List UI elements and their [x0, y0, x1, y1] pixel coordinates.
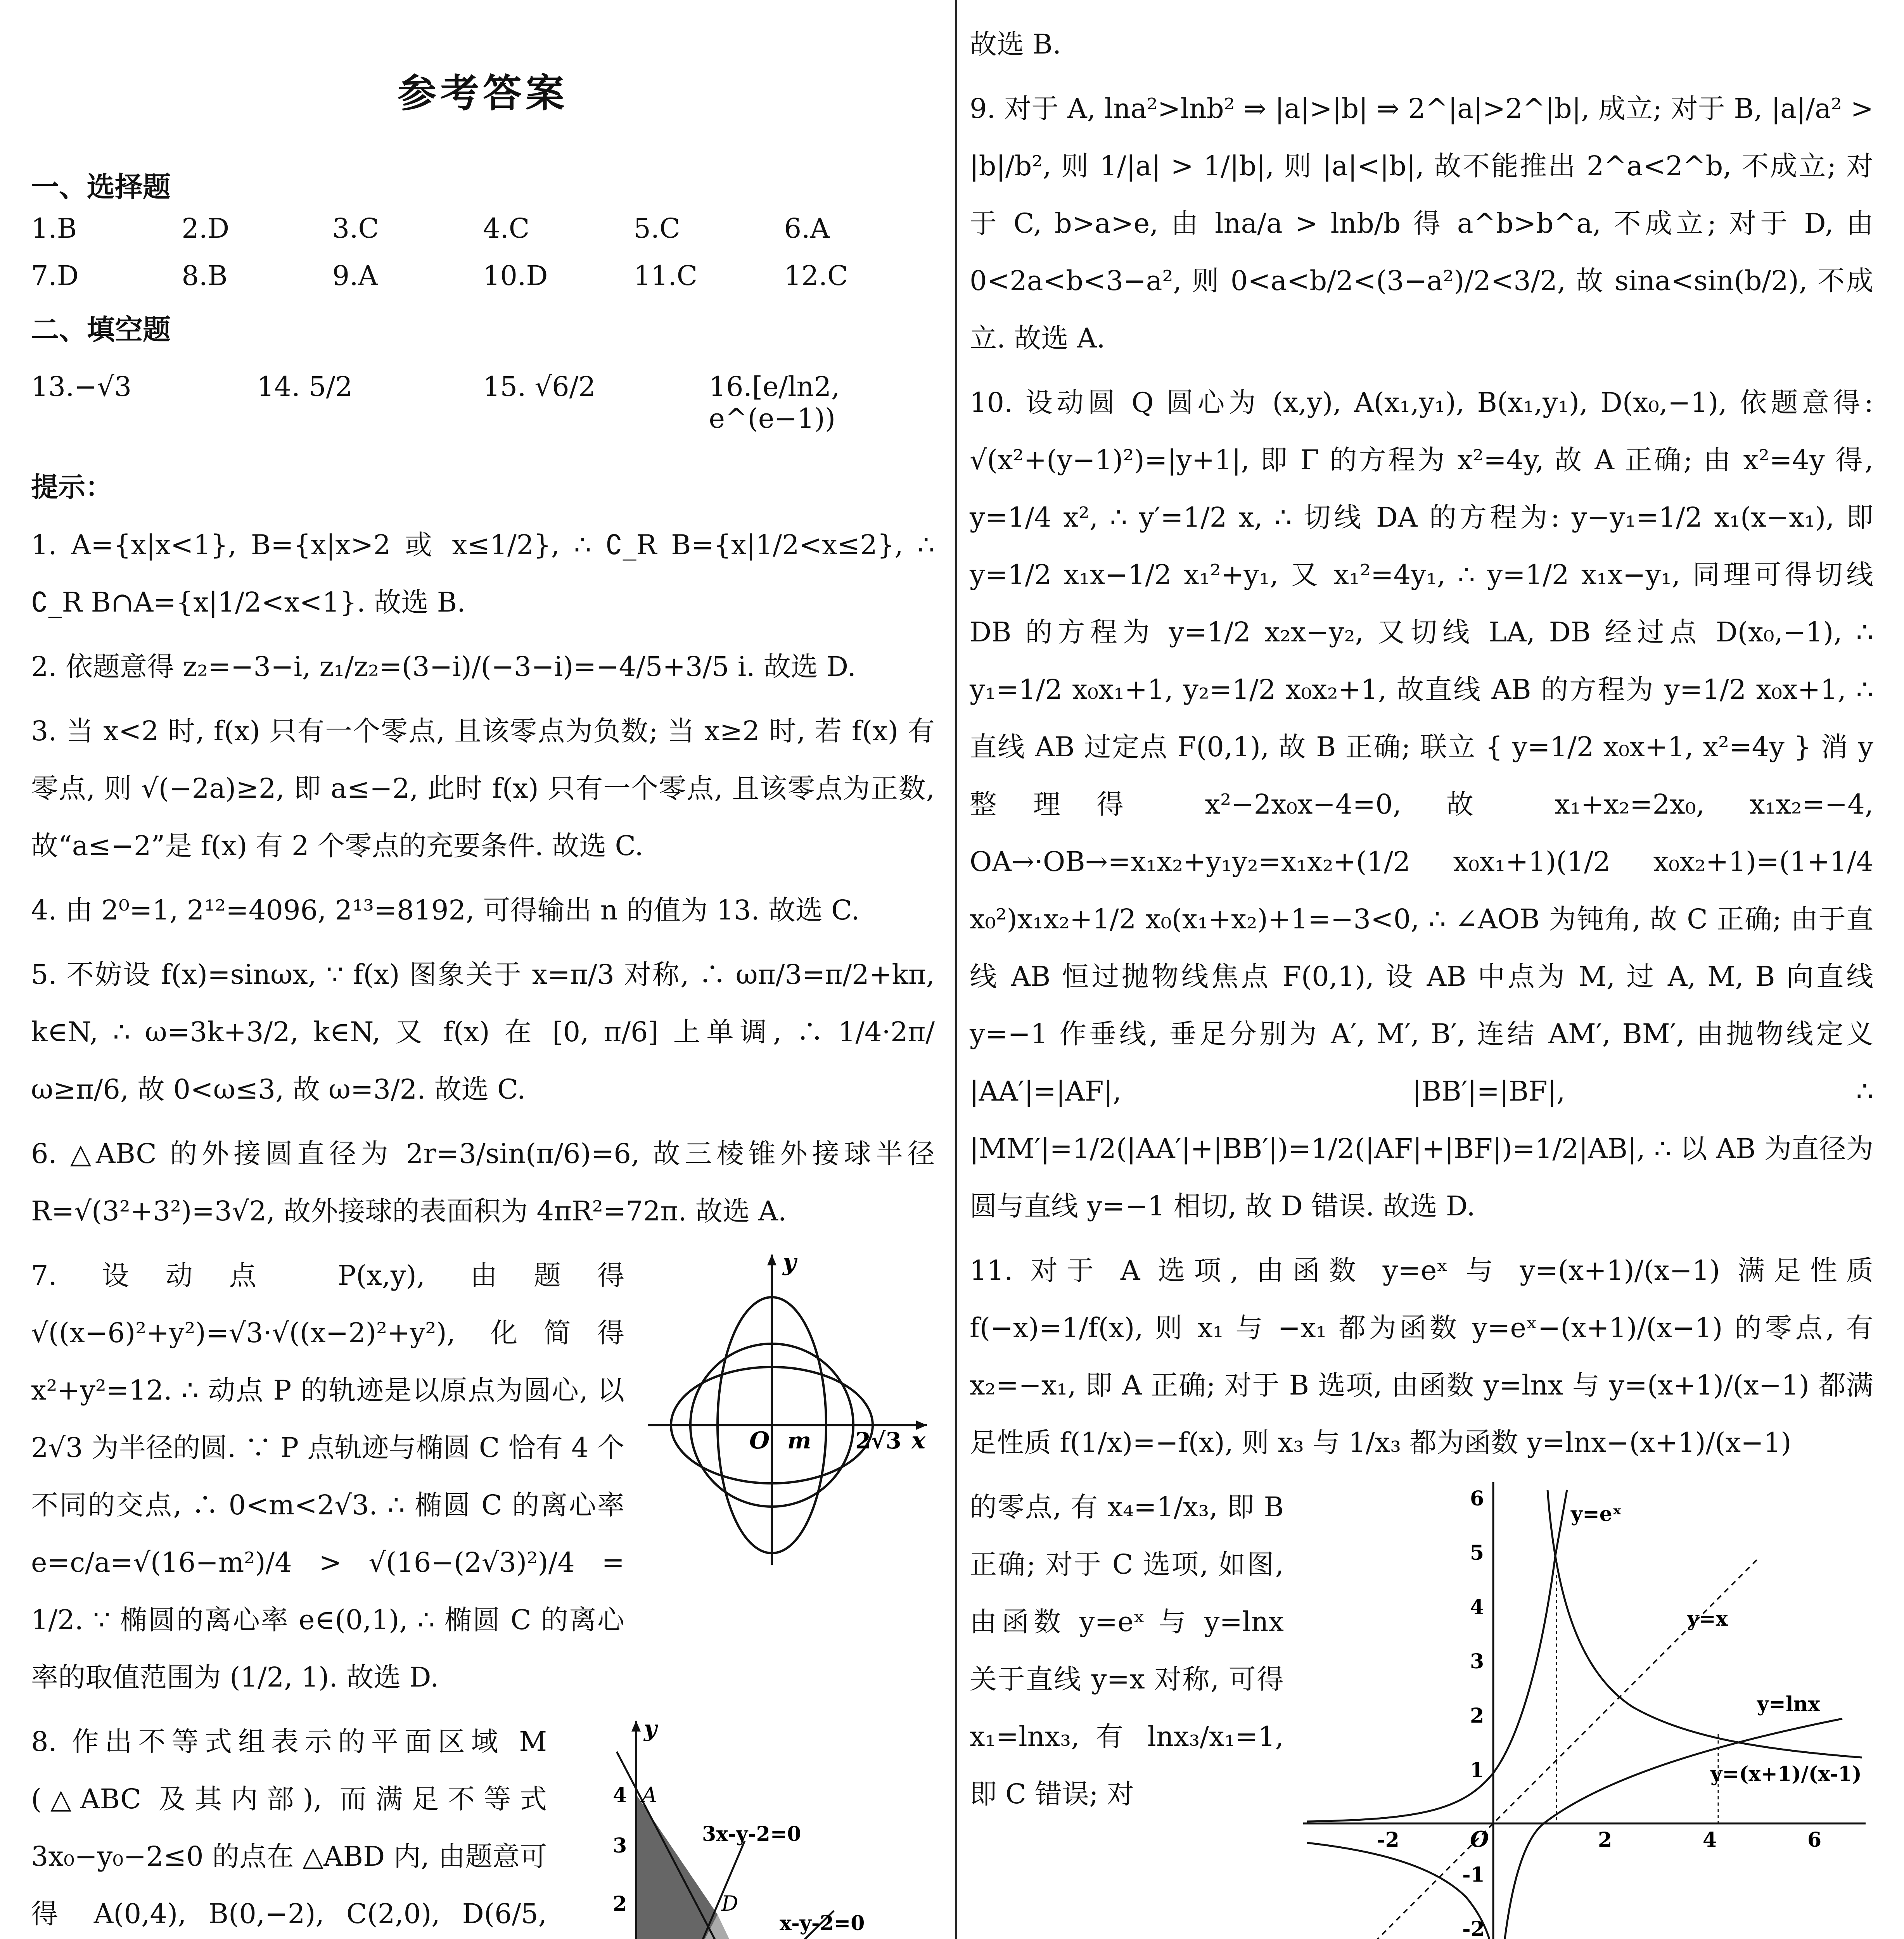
fill-answer: 13.−√3 — [31, 371, 132, 403]
fill-answer: 15. √6/2 — [483, 371, 596, 403]
fill-answers — [31, 371, 935, 434]
y-tick: 3 — [613, 1834, 627, 1858]
fill-answer: 16.[e/ln2, e^(e−1)) — [709, 371, 840, 434]
y-tick: 4 — [1470, 1595, 1484, 1619]
x-label: x — [911, 1427, 925, 1454]
x-tick: -2 — [1377, 1828, 1399, 1852]
choice-answer: 6.A — [784, 213, 830, 244]
origin-label: O — [749, 1427, 770, 1454]
solution-5: 5. 不妨设 f(x)=sinωx, ∵ f(x) 图象关于 x=π/3 对称, ∴ ωπ/3=π/2+kπ, k∈N, ∴ ω=3k+3/2, k∈N, 又 f(x) 在 [0, π/6] 上单调, ∴ 1/4·2π/ω≥π/6, 故 0<ω≤3, 故 ω=3/2. 故选 C. — [31, 959, 935, 1105]
y-tick: 2 — [613, 1892, 627, 1916]
column-divider — [955, 0, 957, 1939]
choice-answer: 10.D — [483, 260, 548, 292]
figure-ellipse-circle — [640, 1247, 935, 1573]
y-tick: -1 — [1462, 1863, 1485, 1887]
m-label: m — [787, 1427, 811, 1454]
choice-answer: 3.C — [332, 213, 379, 244]
point-a-label: A — [642, 1783, 657, 1807]
solution-2: 2. 依题意得 z₂=−3−i, z₁/z₂=(3−i)/(−3−i)=−4/5+3/5 i. 故选 D. — [31, 651, 856, 683]
choice-answer: 9.A — [332, 260, 378, 292]
y-tick: 6 — [1470, 1487, 1484, 1510]
y-tick: 3 — [1470, 1650, 1484, 1673]
solution-8-end: 故选 B. — [970, 28, 1061, 60]
right-column — [970, 16, 1873, 1939]
y-tick: 4 — [613, 1783, 627, 1807]
figure-functions — [1299, 1478, 1873, 1939]
x-tick: 6 — [1807, 1828, 1822, 1852]
label-ln: y=lnx — [1757, 1692, 1820, 1716]
y-axis-arrow — [631, 1721, 641, 1732]
curve-exp — [1307, 1490, 1567, 1821]
curve-ln — [1501, 1719, 1842, 1939]
solution-1: 1. A={x|x<1}, B={x|x>2 或 x≤1/2}, ∴ ∁_R B={x|1/2<x≤2}, ∴ ∁_R B∩A={x|1/2<x<1}. 故选 B. — [31, 529, 935, 618]
choice-answer: 8.B — [182, 260, 228, 292]
solution-6: 6. △ABC 的外接圆直径为 2r=3/sin(π/6)=6, 故三棱锥外接球半径 R=√(3²+3²)=3√2, 故外接球的表面积为 4πR²=72π. 故选 A. — [31, 1138, 935, 1227]
y-label: y — [783, 1249, 796, 1276]
line-label-x-y-2: x-y-2=0 — [780, 1911, 865, 1935]
section-fill-heading: 二、填空题 — [31, 313, 171, 346]
solution-8: 8. 作出不等式组表示的平面区域 M (△ABC 及其内部), 而满足不等式 3x₀−y₀−2≤0 的点在 △ABD 内, 由题意可得 A(0,4), B(0,−2), C(2,0), D(6/5, — [31, 1726, 547, 1930]
x-tick: 2 — [1598, 1828, 1612, 1852]
choice-answers — [31, 213, 935, 292]
left-column — [31, 16, 935, 1939]
solution-11-block — [970, 1478, 1873, 1939]
choice-answer: 5.C — [633, 213, 680, 244]
solution-10: 10. 设动圆 Q 圆心为 (x,y), A(x₁,y₁), B(x₁,y₁), D(x₀,−1), 依题意得: √(x²+(y−1)²)=|y+1|, 即 Γ 的方程为 x²=4y, 故 A 正确; 由 x²=4y 得, y=1/4 x², ∴ y′=1/2 x, ∴ 切线 DA 的方程为: y−y₁=1/2 x₁(x−x₁), 即 y=1/2 x₁x−1/2 x₁²+y₁, 又 x₁²=4y₁, ∴ y=1/2 x₁x−y₁, 同理可得切线 DB 的方程为 y=1/2 x₂x−y₂, 又切线 LA, DB 经过点 D(x₀,−1), ∴ y₁=1/2 x₀x₁+1, y₂=1/2 x₀x₂+1, 故直线 AB 的方程为 y=1/2 x₀x+1, ∴ 直线 AB 过定点 F(0,1), 故 B 正确; 联立 { y=1/2 x₀x+1, x²=4y } 消 y 整理得 x²−2x₀x−4=0, 故 x₁+x₂=2x₀, x₁x₂=−4, OA→·OB→=x₁x₂+y₁y₂=x₁x₂+(1/2 x₀x₁+1)(1/2 x₀x₂+1)=(1+1/4 x₀²)x₁x₂+1/2 x₀(x₁+x₂)+1=−3<0, ∴ ∠AOB 为钝角, 故 C 正确; 由于直线 AB 恒过抛物线焦点 F(0,1), 设 AB 中点为 M, 过 A, M, B 向直线 y=−1 作垂线, 垂足分别为 A′, M′, B′, 连结 AM′, BM′, 由抛物线定义 |AA′|=|AF|, |BB′|=|BF|, ∴ |MM′|=1/2(|AA′|+|BB′|)=1/2(|AF|+|BF|)=1/2|AB|, ∴ 以 AB 为直径为圆与直线 y=−1 相切, 故 D 错误. 故选 D. — [970, 387, 1873, 1222]
solution-7: 7. 设动点 P(x,y), 由题得 √((x−6)²+y²)=√3·√((x−2)²+y²), 化简得 x²+y²=12. ∴ 动点 P 的轨迹是以原点为圆心, 以 2√3 为半径的圆. ∵ P 点轨迹与椭圆 C 恰有 4 个不同的交点, ∴ 0<m<2√3. ∴ 椭圆 C 的离心率 e=c/a=√(16−m²)/4 > √(16−(2√3)²)/4 = 1/2. ∵ 椭圆的离心率 e∈(0,1), ∴ 椭圆 C 的离心率的取值范围为 (1/2, 1). 故选 D. — [31, 1260, 624, 1693]
label-rational: y=(x+1)/(x-1) — [1710, 1762, 1862, 1786]
choice-answer: 1.B — [31, 213, 77, 244]
choice-answer: 2.D — [182, 213, 230, 244]
figure-region — [562, 1713, 935, 1939]
solution-11: 11. 对于 A 选项, 由函数 y=eˣ 与 y=(x+1)/(x−1) 满足性质 f(−x)=1/f(x), 则 x₁ 与 −x₁ 都为函数 y=eˣ−(x+1)/(x−1) 的零点, 有 x₂=−x₁, 即 A 正确; 对于 B 选项, 由函数 y=lnx 与 y=(x+1)/(x−1) 都满足性质 f(1/x)=−f(x), 则 x₃ 与 1/x₃ 都为函数 y=lnx−(x+1)/(x−1) — [970, 1255, 1873, 1459]
y-tick: 5 — [1470, 1541, 1484, 1565]
solution-9: 9. 对于 A, lna²>lnb² ⇒ |a|>|b| ⇒ 2^|a|>2^|b|, 成立; 对于 B, |a|/a² > |b|/b², 则 1/|a| > 1/|b|, 则 |a|<|b|, 故不能推出 2^a<2^b, 不成立; 对于 C, b>a>e, 由 lna/a > lnb/b 得 a^b>b^a, 不成立; 对于 D, 由 0<2a<b<3−a², 则 0<a<b/2<(3−a²)/2<3/2, 故 sina<sin(b/2), 不成立. 故选 A. — [970, 93, 1873, 354]
choice-answer: 11.C — [633, 260, 698, 292]
choice-answer: 4.C — [483, 213, 530, 244]
line-label-3x-y-2: 3x-y-2=0 — [702, 1822, 801, 1846]
x-tick: 4 — [1703, 1828, 1717, 1852]
choice-answer: 7.D — [31, 260, 79, 292]
hint-label: 提示： — [31, 471, 112, 503]
solution-11-continued: 的零点, 有 x₄=1/x₃, 即 B 正确; 对于 C 选项, 如图, 由函数 y=eˣ 与 y=lnx 关于直线 y=x 对称, 可得 x₁=lnx₃, 有 lnx₃/x₁=1, 即 C 错误; 对 — [970, 1491, 1284, 1810]
y-label: y — [644, 1715, 657, 1742]
origin-label: O — [1470, 1827, 1489, 1852]
y-tick: 2 — [1470, 1704, 1484, 1728]
y-tick: 1 — [1470, 1758, 1484, 1782]
solution-8-block — [31, 1713, 935, 1939]
fill-answer: 14. 5/2 — [257, 371, 353, 403]
y-tick: -2 — [1462, 1917, 1485, 1939]
page-title: 参考答案 — [398, 70, 568, 116]
y-axis-arrow — [767, 1255, 776, 1265]
solution-4: 4. 由 2⁰=1, 2¹²=4096, 2¹³=8192, 可得输出 n 的值为 13. 故选 C. — [31, 894, 860, 926]
solution-3: 3. 当 x<2 时, f(x) 只有一个零点, 且该零点为负数; 当 x≥2 时, 若 f(x) 有零点, 则 √(−2a)≥2, 即 a≤−2, 此时 f(x) 只有一个零点, 且该零点为正数, 故“a≤−2”是 f(x) 有 2 个零点的充要条件. 故选 C. — [31, 715, 935, 862]
label-exp: y=eˣ — [1571, 1502, 1622, 1526]
radius-label: 2√3 — [855, 1427, 901, 1454]
solution-7-block — [31, 1247, 935, 1713]
section-choice-heading: 一、选择题 — [31, 171, 171, 203]
point-d-label: D — [721, 1891, 738, 1916]
label-y-eq-x: y=x — [1687, 1607, 1728, 1631]
choice-answer: 12.C — [784, 260, 848, 292]
